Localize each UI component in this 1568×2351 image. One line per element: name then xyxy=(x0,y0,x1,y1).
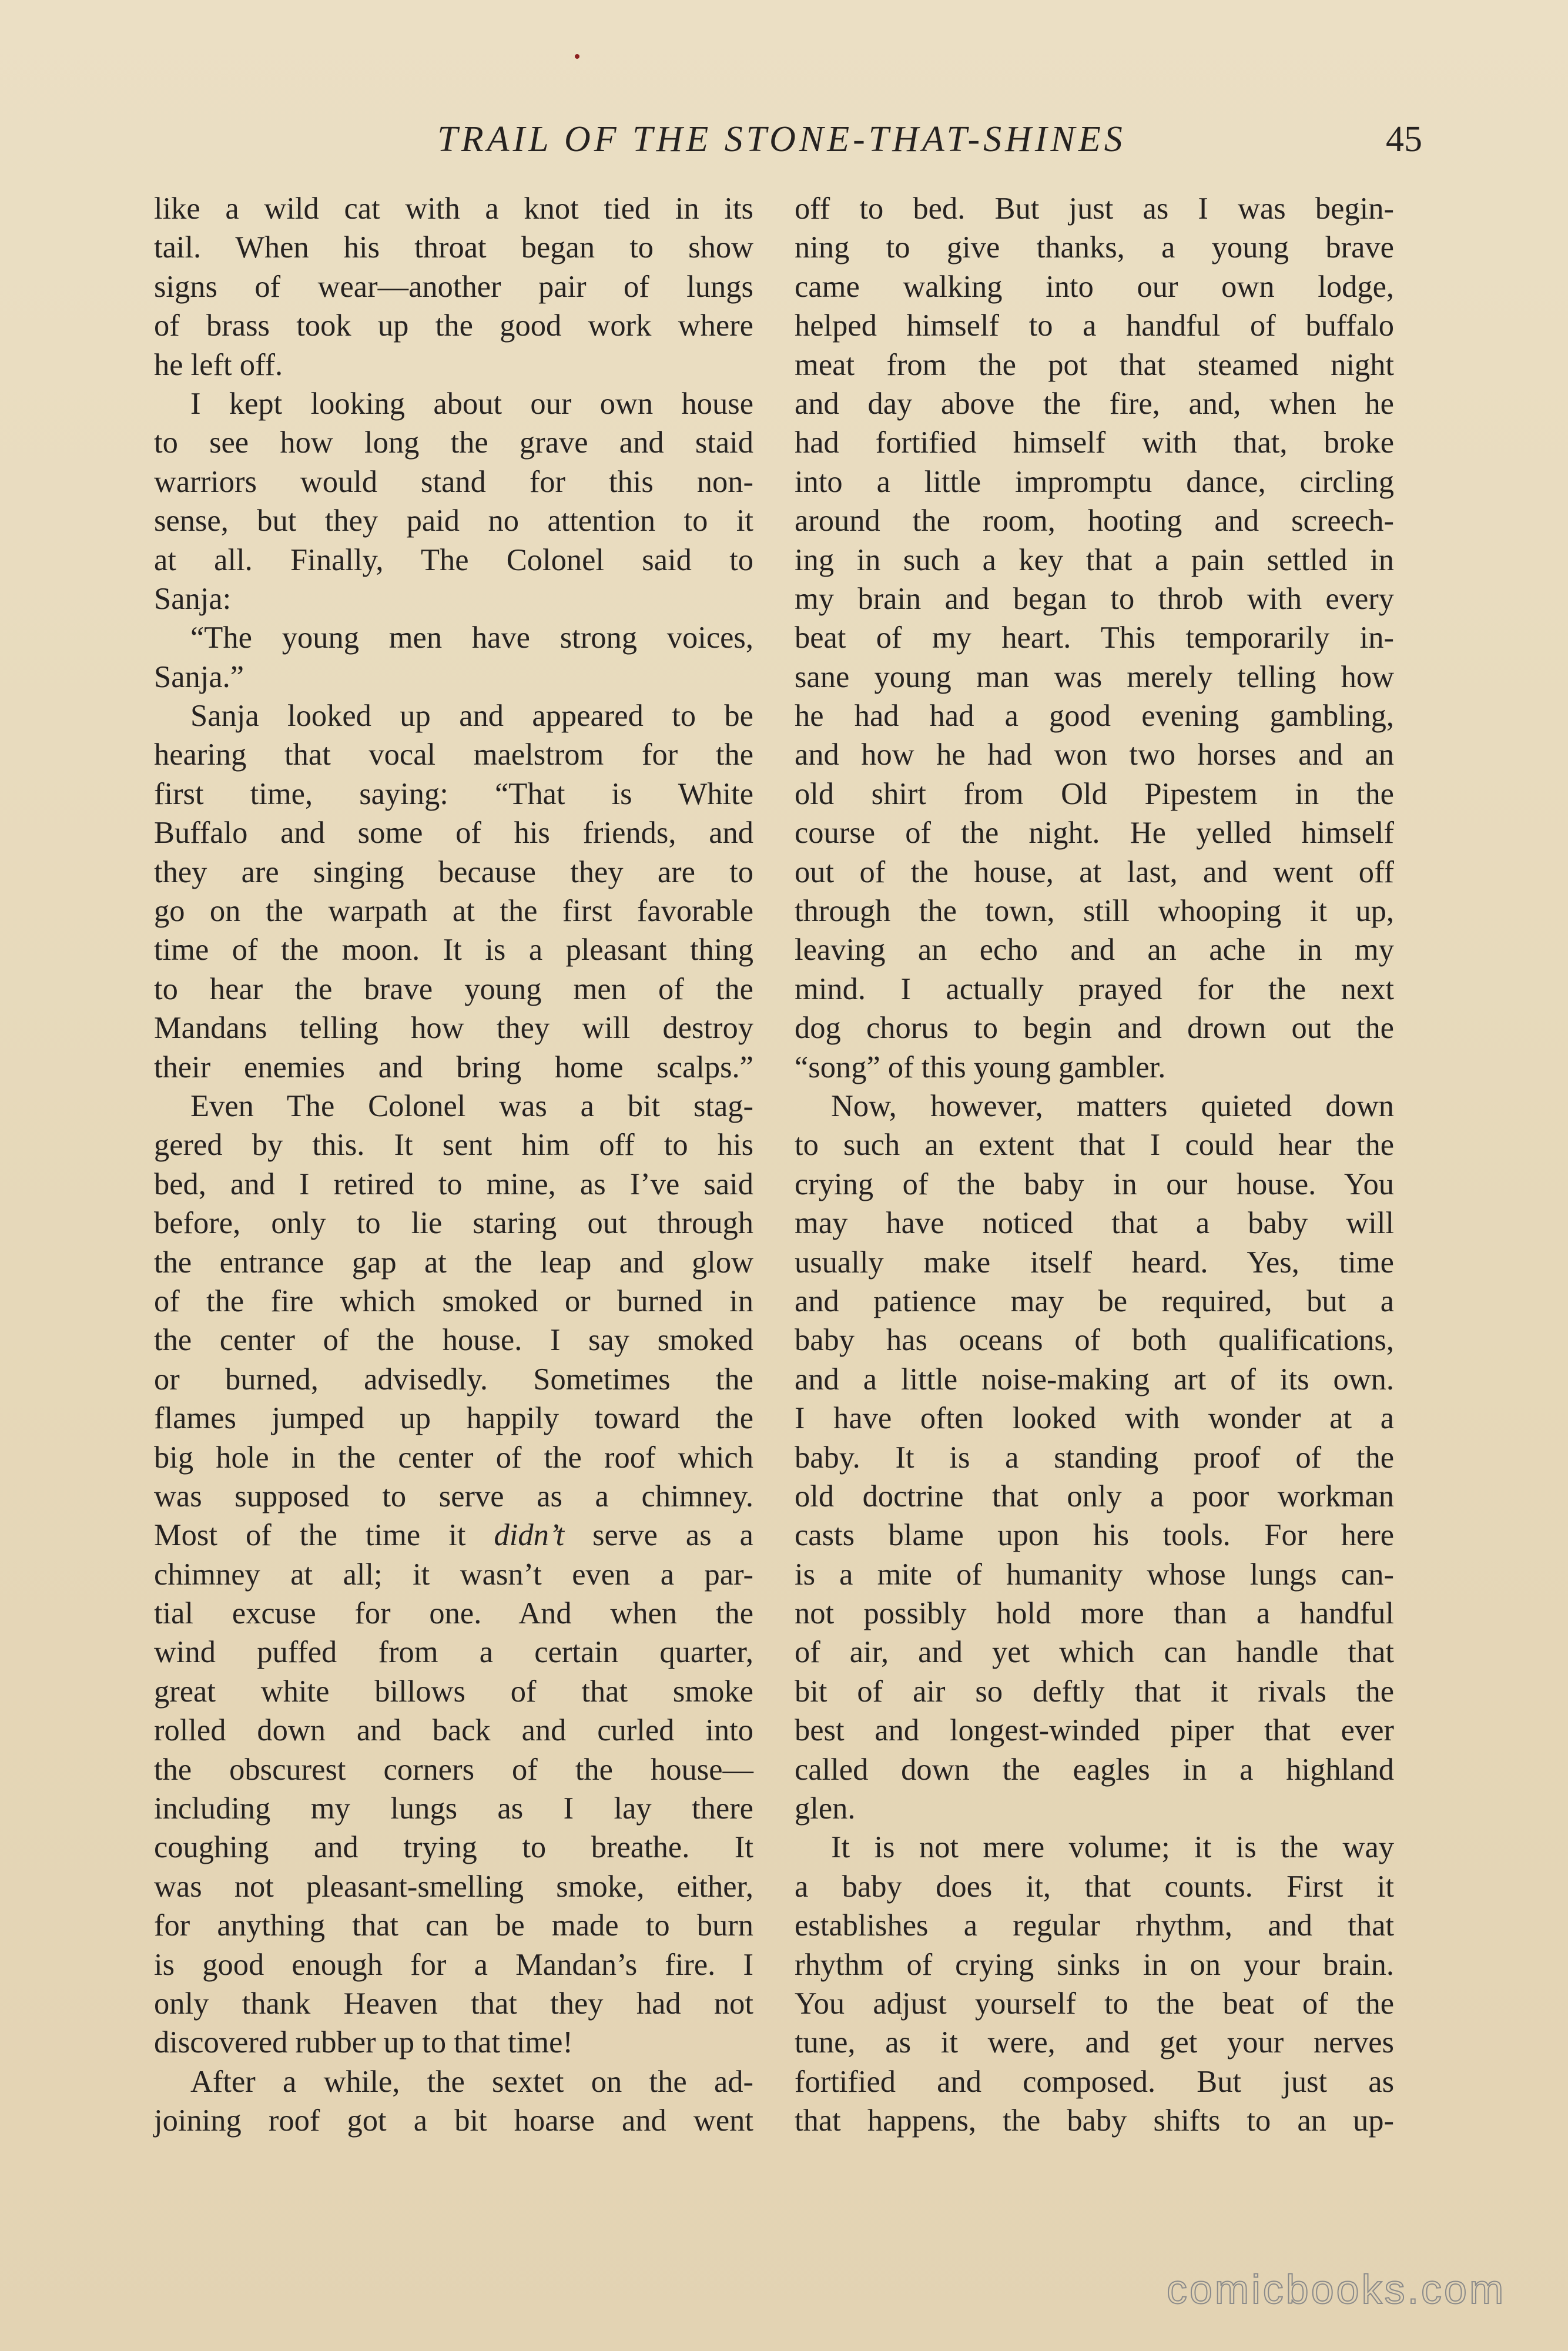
right-text-column xyxy=(795,189,1394,2141)
text-line: off to bed. But just as I was begin- xyxy=(795,192,1394,226)
text-line: the center of the house. I say smoked xyxy=(154,1323,753,1358)
text-line: Sanja looked up and appeared to be xyxy=(190,699,753,734)
page-header xyxy=(0,112,1568,165)
text-line: or burned, advisedly. Sometimes the xyxy=(154,1362,753,1396)
text-line: the entrance gap at the leap and glow xyxy=(154,1245,753,1280)
text-line: establishes a regular rhythm, and that xyxy=(795,1908,1394,1943)
text-line: to hear the brave young men of the xyxy=(154,972,753,1006)
text-line: flames jumped up happily toward the xyxy=(154,1401,753,1436)
text-line: tail. When his throat began to show xyxy=(154,230,753,265)
text-line: was supposed to serve as a chimney. xyxy=(154,1479,753,1513)
text-line: of brass took up the good work where xyxy=(154,309,753,343)
watermark-logo: comicbooks.com xyxy=(1167,2266,1506,2312)
text-line: is a mite of humanity whose lungs can- xyxy=(795,1557,1394,1592)
text-line: It is not mere volume; it is the way xyxy=(831,1830,1394,1865)
text-line: was not pleasant-smelling smoke, either, xyxy=(154,1869,753,1904)
text-line: mind. I actually prayed for the next xyxy=(795,972,1394,1006)
text-line: hearing that vocal maelstrom for the xyxy=(154,738,753,772)
text-line: leaving an echo and an ache in my xyxy=(795,933,1394,967)
text-line: first time, saying: “That is White xyxy=(154,776,753,811)
text-line: Sanja.” xyxy=(154,659,244,694)
text-line: Now, however, matters quieted down xyxy=(831,1089,1394,1123)
text-line: ing in such a key that a pain settled in xyxy=(795,542,1394,577)
text-line: baby. It is a standing proof of the xyxy=(795,1440,1394,1475)
text-line: came walking into our own lodge, xyxy=(795,269,1394,304)
text-line: signs of wear—another pair of lungs xyxy=(154,269,753,304)
text-line: helped himself to a handful of buffalo xyxy=(795,309,1394,343)
text-line: You adjust yourself to the beat of the xyxy=(795,1986,1394,2021)
text-line: bit of air so deftly that it rivals the xyxy=(795,1674,1394,1709)
running-title: TRAIL OF THE STONE-THAT-SHINES xyxy=(437,119,1126,159)
text-line: meat from the pot that steamed night xyxy=(795,347,1394,382)
text-line: not possibly hold more than a handful xyxy=(795,1596,1394,1631)
text-line: through the town, still whooping it up, xyxy=(795,894,1394,929)
text-line: Sanja: xyxy=(154,581,232,616)
text-line: great white billows of that smoke xyxy=(154,1674,753,1709)
text-line: go on the warpath at the first favorable xyxy=(154,894,753,929)
text-line: and a little noise-making art of its own. xyxy=(795,1362,1394,1396)
text-line: Buffalo and some of his friends, and xyxy=(154,816,753,850)
text-line: course of the night. He yelled himself xyxy=(795,816,1394,850)
text-line: I kept looking about our own house xyxy=(190,386,753,421)
text-line: their enemies and bring home scalps.” xyxy=(154,1050,753,1084)
text-line: had fortified himself with that, broke xyxy=(795,426,1394,460)
text-line: time of the moon. It is a pleasant thing xyxy=(154,933,753,967)
text-line: joining roof got a bit hoarse and went xyxy=(154,2104,753,2138)
text-line: Most of the time it didn’t serve as a xyxy=(154,1518,753,1553)
text-line: glen. xyxy=(795,1791,856,1826)
text-line: crying of the baby in our house. You xyxy=(795,1167,1394,1201)
text-line: and how he had won two horses and an xyxy=(795,738,1394,772)
text-line: Even The Colonel was a bit stag- xyxy=(190,1089,753,1123)
left-text-column xyxy=(154,189,753,2141)
text-line: called down the eagles in a highland xyxy=(795,1752,1394,1787)
text-line: casts blame upon his tools. For here xyxy=(795,1518,1394,1553)
text-line: wind puffed from a certain quarter, xyxy=(154,1635,753,1670)
text-line: beat of my heart. This temporarily in- xyxy=(795,621,1394,655)
text-line: usually make itself heard. Yes, time xyxy=(795,1245,1394,1280)
text-line: ning to give thanks, a young brave xyxy=(795,230,1394,265)
text-line: my brain and began to throb with every xyxy=(795,581,1394,616)
text-line: that happens, the baby shifts to an up- xyxy=(795,2104,1394,2138)
text-line: is good enough for a Mandan’s fire. I xyxy=(154,1947,753,1982)
page-number: 45 xyxy=(1386,119,1422,159)
text-line: he left off. xyxy=(154,347,283,382)
text-line: old doctrine that only a poor workman xyxy=(795,1479,1394,1513)
text-line: rhythm of crying sinks in on your brain. xyxy=(795,1947,1394,1982)
text-line: around the room, hooting and screech- xyxy=(795,504,1394,538)
text-line: out of the house, at last, and went off xyxy=(795,855,1394,889)
text-line: a baby does it, that counts. First it xyxy=(795,1869,1394,1904)
text-line: bed, and I retired to mine, as I’ve said xyxy=(154,1167,753,1201)
text-line: to such an extent that I could hear the xyxy=(795,1128,1394,1163)
ink-speck xyxy=(575,54,579,59)
text-line: Mandans telling how they will destroy xyxy=(154,1011,753,1046)
text-line: and patience may be required, but a xyxy=(795,1284,1394,1318)
text-line: to see how long the grave and staid xyxy=(154,426,753,460)
emphasis: didn’t xyxy=(494,1518,565,1553)
text-line: into a little impromptu dance, circling xyxy=(795,464,1394,499)
text-line: gered by this. It sent him off to his xyxy=(154,1128,753,1163)
text-line: sense, but they paid no attention to it xyxy=(154,504,753,538)
text-line: of air, and yet which can handle that xyxy=(795,1635,1394,1670)
text-line: tial excuse for one. And when the xyxy=(154,1596,753,1631)
text-line: the obscurest corners of the house— xyxy=(154,1752,753,1787)
text-line: baby has oceans of both qualifications, xyxy=(795,1323,1394,1358)
text-line: rolled down and back and curled into xyxy=(154,1713,753,1748)
text-line: coughing and trying to breathe. It xyxy=(154,1830,753,1865)
text-line: before, only to lie staring out through xyxy=(154,1206,753,1241)
text-line: including my lungs as I lay there xyxy=(154,1791,753,1826)
text-line: best and longest-winded piper that ever xyxy=(795,1713,1394,1748)
text-line: After a while, the sextet on the ad- xyxy=(190,2064,753,2099)
text-line: like a wild cat with a knot tied in its xyxy=(154,192,753,226)
text-line: he had had a good evening gambling, xyxy=(795,699,1394,734)
text-line: for anything that can be made to burn xyxy=(154,1908,753,1943)
text-line: may have noticed that a baby will xyxy=(795,1206,1394,1241)
text-line: dog chorus to begin and drown out the xyxy=(795,1011,1394,1046)
text-line: at all. Finally, The Colonel said to xyxy=(154,542,753,577)
text-line: chimney at all; it wasn’t even a par- xyxy=(154,1557,753,1592)
text-line: they are singing because they are to xyxy=(154,855,753,889)
text-line: only thank Heaven that they had not xyxy=(154,1986,753,2021)
text-line: old shirt from Old Pipestem in the xyxy=(795,776,1394,811)
text-line: tune, as it were, and get your nerves xyxy=(795,2025,1394,2060)
text-line: fortified and composed. But just as xyxy=(795,2064,1394,2099)
text-line: “song” of this young gambler. xyxy=(795,1050,1166,1084)
text-line: I have often looked with wonder at a xyxy=(795,1401,1394,1436)
text-line: warriors would stand for this non- xyxy=(154,464,753,499)
text-line: discovered rubber up to that time! xyxy=(154,2025,573,2060)
text-line: of the fire which smoked or burned in xyxy=(154,1284,753,1318)
text-line: sane young man was merely telling how xyxy=(795,659,1394,694)
text-line: big hole in the center of the roof which xyxy=(154,1440,753,1475)
text-line: and day above the fire, and, when he xyxy=(795,386,1394,421)
text-line: “The young men have strong voices, xyxy=(190,621,753,655)
